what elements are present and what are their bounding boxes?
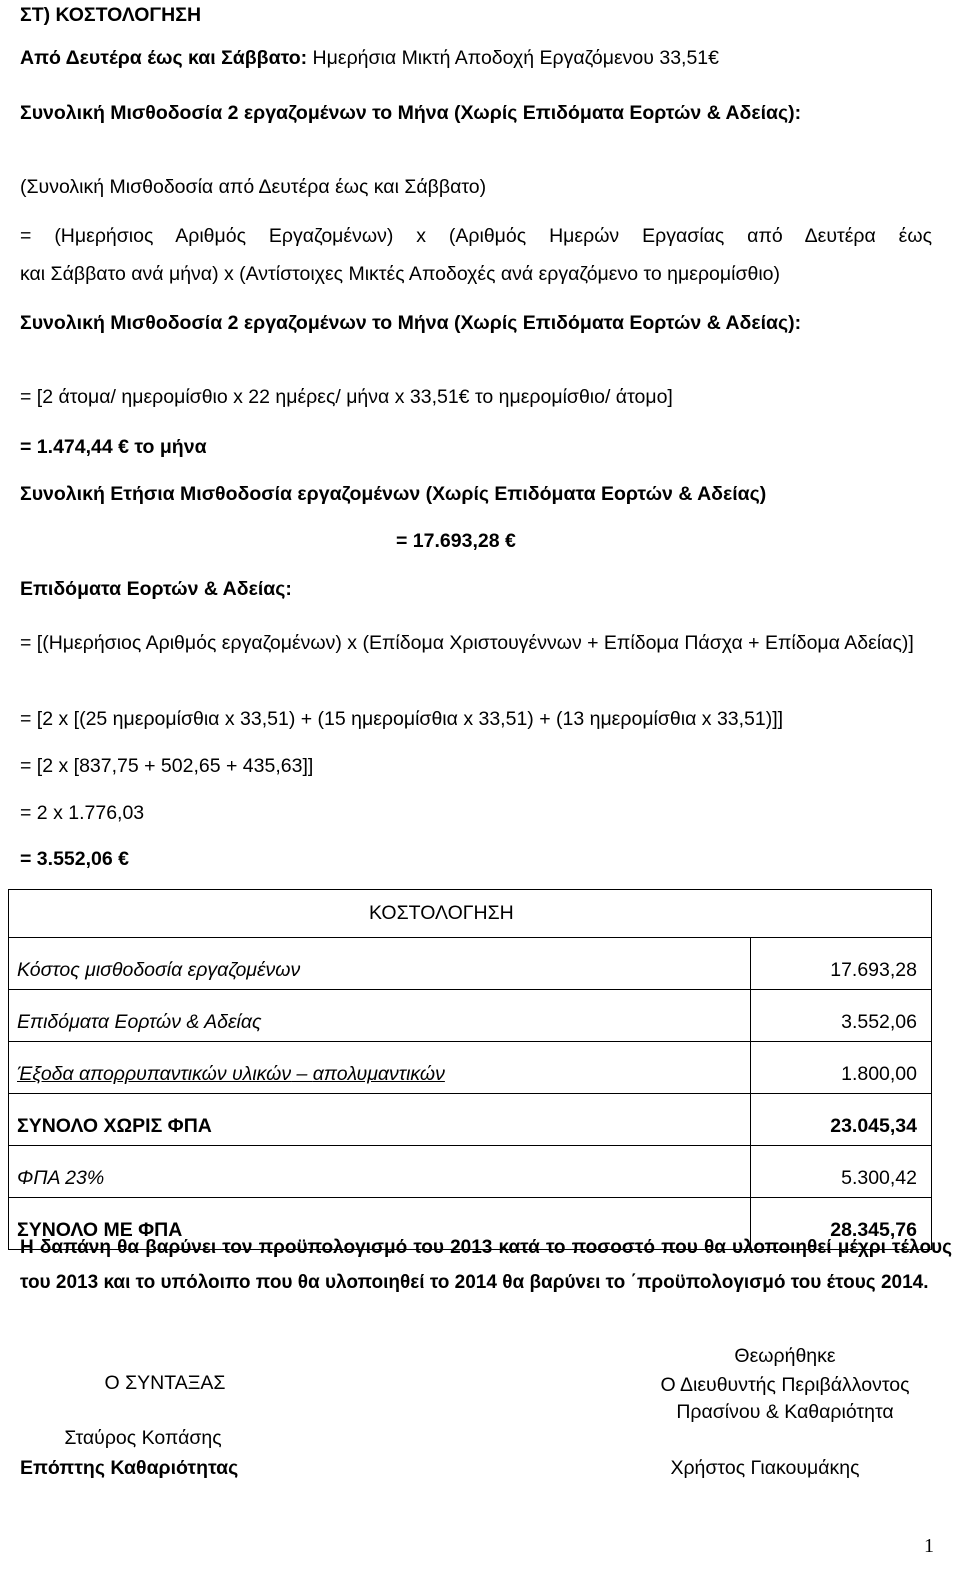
row-value-bonus: 3.552,06	[751, 990, 932, 1042]
row-label-supplies	[9, 1042, 751, 1094]
row-value-total-with-vat: 28.345,76	[751, 1198, 932, 1250]
director-name: Χρήστος Γιακουμάκης	[670, 1457, 860, 1479]
monthly-title-1: Συνολική Μισθοδοσία 2 εργαζομένων το Μήνα (Χωρίς Επιδόματα Εορτών & Αδείας):	[20, 102, 802, 124]
row-value-payroll: 17.693,28	[751, 938, 932, 990]
bonus-calculation-1: = [2 x [(25 ημερομίσθια x 33,51) + (15 ημερομίσθια x 33,51) + (13 ημερομίσθια x 33,51)]]	[20, 708, 784, 730]
table-row	[9, 990, 932, 1042]
formula-line-1: = (Ημερήσιος Αριθμός Εργαζομένων) x (Αριθμός Ημερών Εργασίας από Δευτέρα έως	[20, 225, 932, 247]
row-label-supplies-dash: –	[291, 1063, 313, 1085]
monthly-calculation: = [2 άτομα/ ημερομίσθιο x 22 ημέρες/ μήνα x 33,51€ το ημερομίσθιο/ άτομο]	[20, 386, 673, 408]
page-number: 1	[924, 1535, 934, 1557]
budget-note: Η δαπάνη θα βαρύνει τον προϋπολογισμό του 2013 κατά το ποσοστό που θα υλοποιηθεί μέχρι τέλους του 2013 και το υπόλοιπο που θα υλοποιηθεί το 2014 θα βαρύνει το ΄προϋπολογισμό του έτους 2014.	[20, 1237, 952, 1293]
cost-table	[8, 889, 932, 1250]
row-label-total-with-vat: ΣΥΝΟΛΟ ΜΕ ΦΠΑ	[9, 1198, 751, 1250]
formula-line-2: και Σάββατο ανά μήνα) x (Αντίστοιχες Μικτές Αποδοχές ανά εργαζόμενο το ημερομίσθιο)	[20, 263, 781, 285]
row-label-total-no-vat: ΣΥΝΟΛΟ ΧΩΡΙΣ ΦΠΑ	[9, 1094, 751, 1146]
row-label-payroll: Κόστος μισθοδοσία εργαζομένων	[9, 938, 751, 990]
author-name: Σταύρος Κοπάσης	[64, 1427, 222, 1449]
bonus-formula: = [(Ημερήσιος Αριθμός εργαζομένων) x (Επίδομα Χριστουγέννων + Επίδομα Πάσχα + Επίδομα Αδείας)]	[20, 632, 914, 654]
director-role-2: Πρασίνου & Καθαριότητα	[676, 1401, 894, 1423]
bonus-title: Επιδόματα Εορτών & Αδείας:	[20, 578, 292, 600]
monthly-title-2: Συνολική Μισθοδοσία 2 εργαζομένων το Μήνα (Χωρίς Επιδόματα Εορτών & Αδείας):	[20, 312, 802, 334]
row-value-vat: 5.300,42	[751, 1146, 932, 1198]
author-title: Επόπτης Καθαριότητας	[20, 1457, 239, 1479]
table-row	[9, 1042, 932, 1094]
author-role: Ο ΣΥΝΤΑΞΑΣ	[104, 1372, 226, 1394]
row-value-total-no-vat: 23.045,34	[751, 1094, 932, 1146]
daily-wage-label: Από Δευτέρα έως και Σάββατο:	[20, 47, 308, 69]
bonus-result: = 3.552,06 €	[20, 848, 129, 870]
row-label-supplies-b: απολυμαντικών	[312, 1063, 445, 1085]
row-label-vat: ΦΠΑ 23%	[9, 1146, 751, 1198]
cost-table-header: ΚΟΣΤΟΛΟΓΗΣΗ	[9, 890, 932, 938]
annual-result: = 17.693,28 €	[396, 530, 516, 552]
table-row	[9, 938, 932, 990]
director-role-1: Ο Διευθυντής Περιβάλλοντος	[660, 1374, 910, 1396]
table-row	[9, 1094, 932, 1146]
daily-wage-line	[20, 47, 719, 70]
cost-table-header-row	[9, 890, 932, 938]
approval-label: Θεωρήθηκε	[734, 1345, 836, 1367]
monthly-subtitle: (Συνολική Μισθοδοσία από Δευτέρα έως και Σάββατο)	[20, 176, 487, 198]
bonus-calculation-2: = [2 x [837,75 + 502,65 + 435,63]]	[20, 755, 314, 777]
monthly-result: = 1.474,44 € το μήνα	[20, 436, 207, 458]
table-row	[9, 1146, 932, 1198]
bonus-calculation-3: = 2 x 1.776,03	[20, 802, 145, 824]
row-label-bonus: Επιδόματα Εορτών & Αδείας	[9, 990, 751, 1042]
row-label-supplies-a: Έξοδα απορρυπαντικών υλικών	[17, 1063, 292, 1085]
section-heading: ΣΤ) ΚΟΣΤΟΛΟΓΗΣΗ	[20, 4, 202, 26]
annual-title: Συνολική Ετήσια Μισθοδοσία εργαζομένων (Χωρίς Επιδόματα Εορτών & Αδείας)	[20, 483, 767, 505]
daily-wage-text: Ημερήσια Μικτή Αποδοχή Εργαζόμενου 33,51€	[307, 47, 719, 69]
row-value-supplies: 1.800,00	[751, 1042, 932, 1094]
